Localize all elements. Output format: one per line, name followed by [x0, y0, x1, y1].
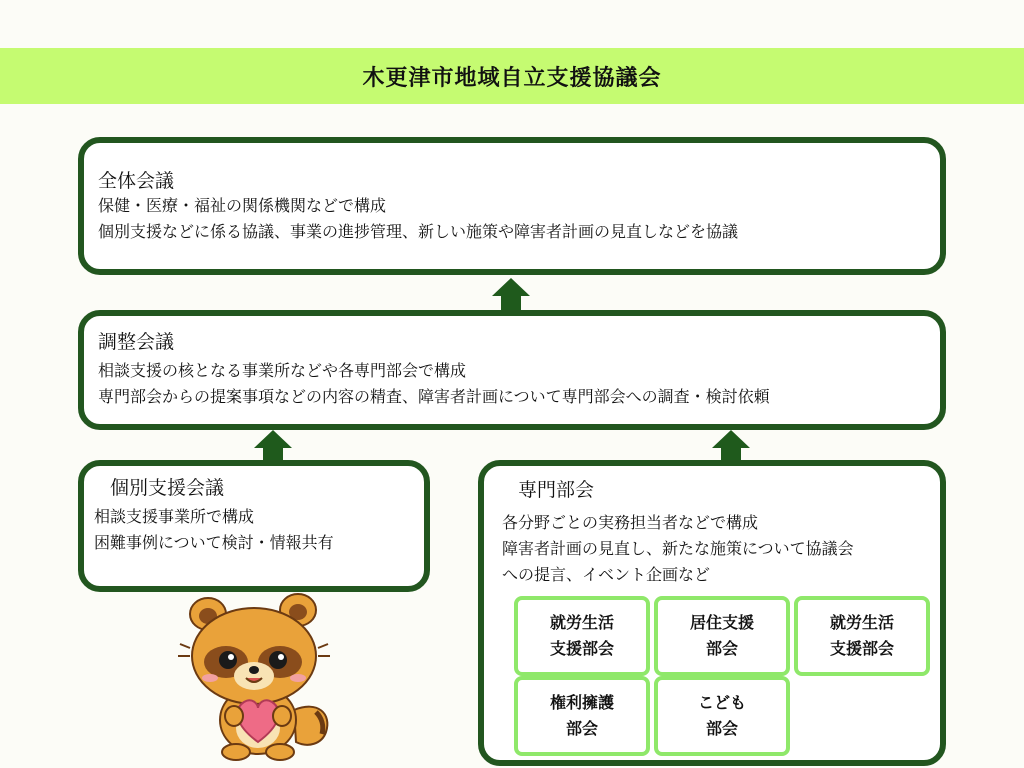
tanuki-mascot-illustration: [176, 592, 336, 762]
subcommittee-employment-life-support: [514, 596, 650, 676]
subcommittee-employment-life-support-2: [794, 596, 930, 676]
arrow-up-icon: [492, 278, 530, 314]
subcommittee-label: 就労生活 支援部会: [549, 613, 614, 658]
plenary-meeting-line: 保健・医療・福祉の関係機関などで構成: [98, 196, 387, 215]
page-title: 木更津市地域自立支援協議会: [362, 65, 662, 91]
individual-support-meeting-line: 困難事例について検討・情報共有: [94, 533, 334, 552]
individual-support-meeting-line: 相談支援事業所で構成: [94, 507, 255, 526]
coordination-meeting-line: 専門部会からの提案事項などの内容の精査、障害者計画について専門部会への調査・検討依頼: [98, 387, 770, 406]
header-banner: [0, 48, 1024, 104]
individual-support-meeting-title: 個別支援会議: [110, 477, 225, 499]
specialized-committee-title: 専門部会: [518, 479, 595, 501]
coordination-meeting-title: 調整会議: [98, 331, 175, 353]
specialized-committee-line: への提言、イベント企画など: [502, 565, 711, 584]
specialized-committee-line: 障害者計画の見直し、新たな施策について協議会: [502, 539, 854, 558]
subcommittee-label: 権利擁護 部会: [549, 693, 614, 738]
individual-support-meeting-box: [78, 460, 430, 592]
plenary-meeting-title: 全体会議: [98, 170, 175, 192]
plenary-meeting-line: 個別支援などに係る協議、事業の進捗管理、新しい施策や障害者計画の見直しなどを協議: [98, 222, 739, 241]
coordination-meeting-line: 相談支援の核となる事業所などや各専門部会で構成: [98, 361, 467, 380]
specialized-committee-line: 各分野ごとの実務担当者などで構成: [502, 513, 759, 532]
subcommittee-housing-support: [654, 596, 790, 676]
subcommittee-label: 就労生活 支援部会: [829, 613, 894, 658]
subcommittee-label: 居住支援 部会: [689, 613, 754, 658]
subcommittee-grid: [510, 596, 930, 760]
coordination-meeting-box: [78, 310, 946, 430]
plenary-meeting-box: [78, 137, 946, 275]
subcommittee-label: こども 部会: [697, 693, 746, 738]
specialized-committee-box: [478, 460, 946, 766]
subcommittee-rights-advocacy: [514, 676, 650, 756]
subcommittee-children: [654, 676, 790, 756]
